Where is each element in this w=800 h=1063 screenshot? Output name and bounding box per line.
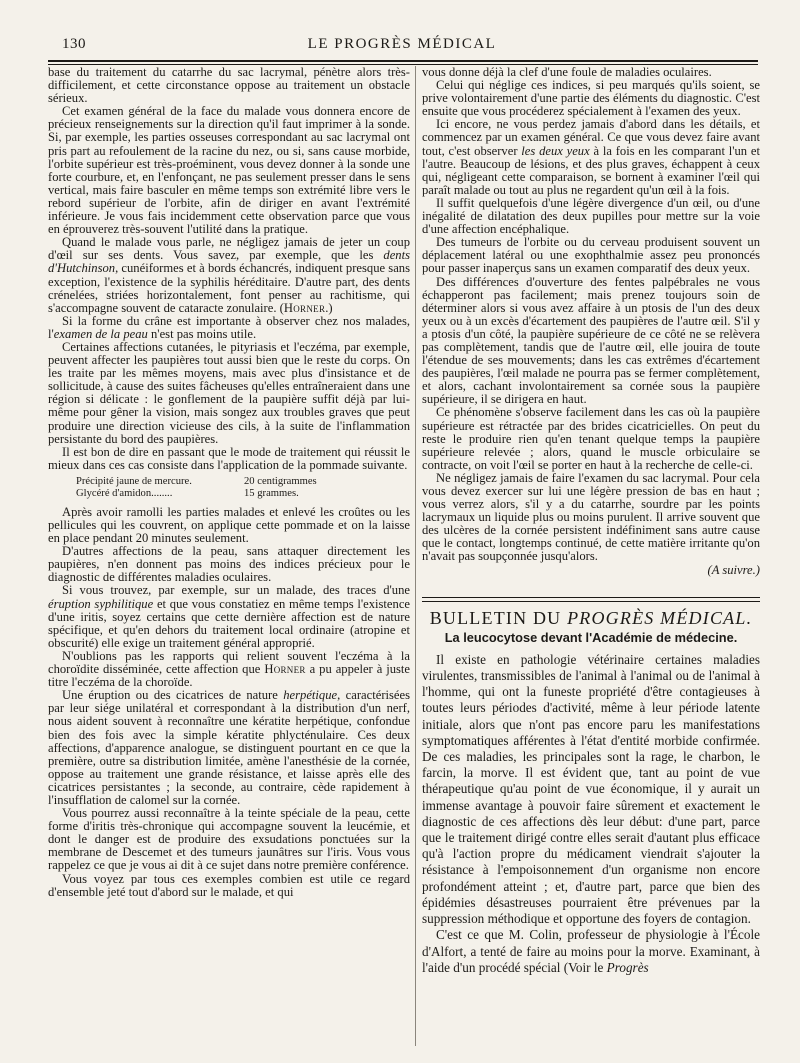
prescription-formula	[76, 476, 410, 500]
running-title: LE PROGRÈS MÉDICAL	[307, 36, 497, 52]
formula-row	[76, 476, 410, 488]
author-name: Horner	[264, 662, 306, 677]
paragraph: Des différences d'ouverture des fentes palpébrales ne vous échapperont pas facilement; mais prenez toujours soin de déterminer alors si vous avez affaire à un ptosis de l'un des deux yeux ou à un excès d'écartement des paupières de l'autre œil. S'il y a ptosis d'un côté, la paupière supérieure de ce côté ne se relèvera pas complètement, tandis que de l'autre œil, elle jouira de toute l'étendue de ses mouvements; dans les cas extrêmes d'écartement des paupières, l'œil malade ne pourra pas se fermer complètement, et alors, cachant involontairement sa cornée sous la paupière supérieure, il se dirigera en haut.	[422, 274, 760, 407]
italic-term: herpétique	[283, 688, 338, 703]
bulletin-rule	[422, 597, 760, 598]
page-number: 130	[62, 36, 86, 52]
bulletin-rule-thin	[422, 601, 760, 602]
formula-row	[76, 488, 410, 500]
header-rule	[48, 60, 758, 62]
italic-term: éruption syphilitique	[48, 596, 154, 611]
paragraph: Il suffit quelquefois d'une légère divergence d'un œil, ou d'une inégalité de dilatation des deux pupilles pour mettre sur la voie d'une affection encéphalique.	[422, 195, 760, 237]
paragraph: D'autres affections de la peau, sans attaquer directement les paupières, n'en donnent pas moins des indices précieux pour le diagnostic de différentes maladies oculaires.	[48, 544, 410, 585]
italic-term: Progrès	[606, 959, 649, 975]
paragraph: N'oublions pas les rapports qui relient souvent l'eczéma à la choroïdite disséminée, cette affection que Horner a pu appeler à juste titre l'eczéma de la choroïde.	[48, 648, 410, 690]
paragraph: C'est ce que M. Colin, professeur de physiologie à l'École d'Alfort, a tenté de faire au moins pour la morve. Examinant, à l'aide d'un procédé spécial (Voir le Progrès	[422, 927, 760, 975]
paragraph: Ce phénomène s'observe facilement dans les cas où la paupière supérieure est rétractée par des brides cicatricielles. On peut du reste le produire rien qu'en tenant quelque temps la paupière supérieure relevée ; alors, quand le muscle orbiculaire se contracte, on voit l'œil se porter en haut à la recherche de celle-ci.	[422, 405, 760, 472]
paragraph: Ici encore, ne vous perdez jamais d'abord dans les détails, et commencez par un examen général. Ce que vous devez faire avant tout, c'est observer les deux yeux à la fois en les comparant l'un et l'autre. Beaucoup de lésions, et des plus graves, échappent à ceux qui, négligeant cette comparaison, se bornent à examiner l'œil qui paraît malade ou tout au plus ne regardent qu'un œil à la fois.	[422, 117, 760, 197]
paragraph: Quand le malade vous parle, ne négligez jamais de jeter un coup d'œil sur ses dents. Vous savez, par exemple, que les dents d'Hutchinson, cunéiformes et à bords échancrés, indiquent presque sans exception, l'existence de la syphilis héréditaire. D'autre part, des dents crénelées, striées horizontalement, font penser au rachitisme, qui s'accompagne souvent de cataracte zonulaire. (Horner.)	[48, 235, 410, 315]
italic-term: examen de la peau	[53, 326, 148, 341]
paragraph: Vous pourrez aussi reconnaître à la teinte spéciale de la peau, cette forme d'iritis très-chronique qui accompagne souvent la leucémie, et dont le danger est de produire des exsudations ponctuées sur la membrane de Descemet et des tumeurs jaunâtres sur l'iris. Vous vous rappelez ce que je vous ai dit à ce sujet dans notre première conférence.	[48, 806, 410, 873]
paragraph: Ne négligez jamais de faire l'examen du sac lacrymal. Pour cela vous devez exercer sur lui une légère pression de bas en haut ; vous verrez alors, s'il y a du catarrhe, sourdre par les points lacrymaux un liquide plus ou moins purulent. Il arrive souvent que des ulcères de la cornée persistent indéfiniment sans autre cause que le contact, longtemps continué, de cette matière irritante qu'on n'avait pas soupçonnée jusqu'alors.	[422, 470, 760, 564]
paragraph: Si vous trouvez, par exemple, sur un malade, des traces d'une éruption syphilitique et que vous constatiez en même temps l'existence d'une iritis, soyez certains que cette dernière affection est de nature spécifique, et qu'en dehors du traitement local ordinaire (atropine et obscurité) elle exige un traitement général approprié.	[48, 583, 410, 650]
italic-term: les deux yeux	[521, 143, 590, 158]
paragraph: base du traitement du catarrhe du sac lacrymal, pénètre alors très-difficilement, et cette circonstance oppose au traitement un obstacle sérieux.	[48, 65, 410, 106]
paragraph: Il est bon de dire en passant que le mode de traitement qui réussit le mieux dans ces cas consiste dans l'application de la pommade suivante.	[48, 444, 410, 472]
paragraph: Après avoir ramolli les parties malades et enlevé les croûtes ou les pellicules qui les couvrent, on applique cette pommade et on la laisse en place pendant 20 minutes seulement.	[48, 504, 410, 546]
formula-dose: 15 grammes.	[244, 487, 299, 499]
right-column	[422, 66, 760, 976]
paragraph: Cet examen général de la face du malade vous donnera encore de précieux renseignements sur la direction qu'il faut imprimer à la sonde. Si, par exemple, les parties osseuses correspondant au sac lacrymal ont pris part au refoulement de la racine du nez, ou si, sans cause morbide, l'orbite supérieur est très-proéminent, vous devez donner à la sonde une forte courbure, et, en l'enfonçant, ne pas seulement presser dans le sens vertical, mais faire basculer en même temps son extrémité libre vers le rebord supérieur de l'orbite, afin de diriger en avant l'extrémité inférieure. Je vous fais incidemment cette observation parce que vous en éprouverez très-souvent l'utilité dans la pratique.	[48, 104, 410, 237]
column-divider	[415, 66, 416, 1046]
paragraph: Il existe en pathologie vétérinaire certaines maladies virulentes, transmissibles de l'animal à l'animal ou de l'animal à l'homme, qui ont la funeste propriété d'être contagieuses à toutes leurs périodes d'activité, même à leur période latente initiale, alors que n'ont pas encore paru les manifestations symptomatiques afférentes à l'état d'entité morbide confirmée. De ces maladies, les principales sont la rage, le charbon, le farcin, la morve. Il est évident que, tant au point de vue thérapeutique qu'au point de vue économique, il y aurait un immense avantage à pouvoir faire sûrement et exactement le diagnostic de ces affections dès leur début: d'une part, parce que le traitement dirigé contre elles serait d'autant plus efficace qu'à l'action propre du médicament viendrait s'ajouter la résistance à l'empoisonnement d'un organisme non encore profondément atteint ; et, d'autre part, parce que bien des épidémies désastreuses pourraient être prévenues par la suppression méthodique et opportune des foyers de contagion.	[422, 651, 760, 927]
author-name: Horner	[283, 300, 326, 315]
paragraph: Si la forme du crâne est importante à observer chez nos malades, l'examen de la peau n'est pas moins utile.	[48, 313, 410, 341]
paragraph: Certaines affections cutanées, le pityriasis et l'eczéma, par exemple, peuvent affecter les paupières tout aussi bien que le reste du corps. On les traite par les mêmes moyens, mais avec plus d'insistance et de sollicitude, à cause des suites fâcheuses qu'elles entraîneraient dans une région si délicate : le gonflement de la paupière suffit déjà par lui-même pour gêner la vision, mais songez aux troubles graves que peut produire une direction vicieuse des cils, à la suite de l'inflammation persistante du bord des paupières.	[48, 339, 410, 446]
bulletin-body	[422, 652, 760, 976]
left-column	[48, 66, 410, 899]
formula-dose: 20 centigrammes	[244, 475, 317, 487]
paragraph: Celui qui néglige ces indices, si peu marqués qu'ils soient, se prive volontairement d'une partie des éléments du diagnostic. C'est ensuite que vous procéderez spécialement à l'examen des yeux.	[422, 78, 760, 119]
paragraph: vous donne déjà la clef d'une foule de maladies oculaires.	[422, 65, 712, 79]
formula-ingredient: Glycéré d'amidon........	[76, 487, 173, 499]
to-be-continued: (A suivre.)	[707, 562, 760, 577]
paragraph: Des tumeurs de l'orbite ou du cerveau produisent souvent un déplacement latéral ou une exophthalmie assez peu prononcés pour passer inaperçus sans un examen comparatif des deux yeux.	[422, 235, 760, 276]
paragraph: Vous voyez par tous ces exemples combien est utile ce regard d'ensemble jeté tout d'abord sur le malade, et qui	[48, 871, 410, 899]
page-header	[62, 36, 742, 56]
paragraph: Une éruption ou des cicatrices de nature herpétique, caractérisées par leur siége unilatéral et correspondant à la distribution d'un nerf, nous aident souvent à reconnaître une kératite herpétique, confondue bien des fois avec la simple kératite phlycténulaire. Ces deux affections, d'apparence analogue, se distinguent pourtant en ce que la première, outre sa distribution limitée, amène l'anesthésie de la cornée, oppose au traitement une grande résistance, et laisse après elle des cicatrices persistantes ; la seconde, au contraire, cède rapidement à l'insufflation de calomel sur la cornée.	[48, 688, 410, 807]
italic-term: dents d'Hutchinson	[48, 248, 410, 276]
bulletin-subtitle: La leucocytose devant l'Académie de médecine.	[444, 629, 738, 645]
formula-ingredient: Précipité jaune de mercure.	[76, 475, 192, 487]
bulletin-title: BULLETIN DU PROGRÈS MÉDICAL.	[429, 607, 753, 628]
